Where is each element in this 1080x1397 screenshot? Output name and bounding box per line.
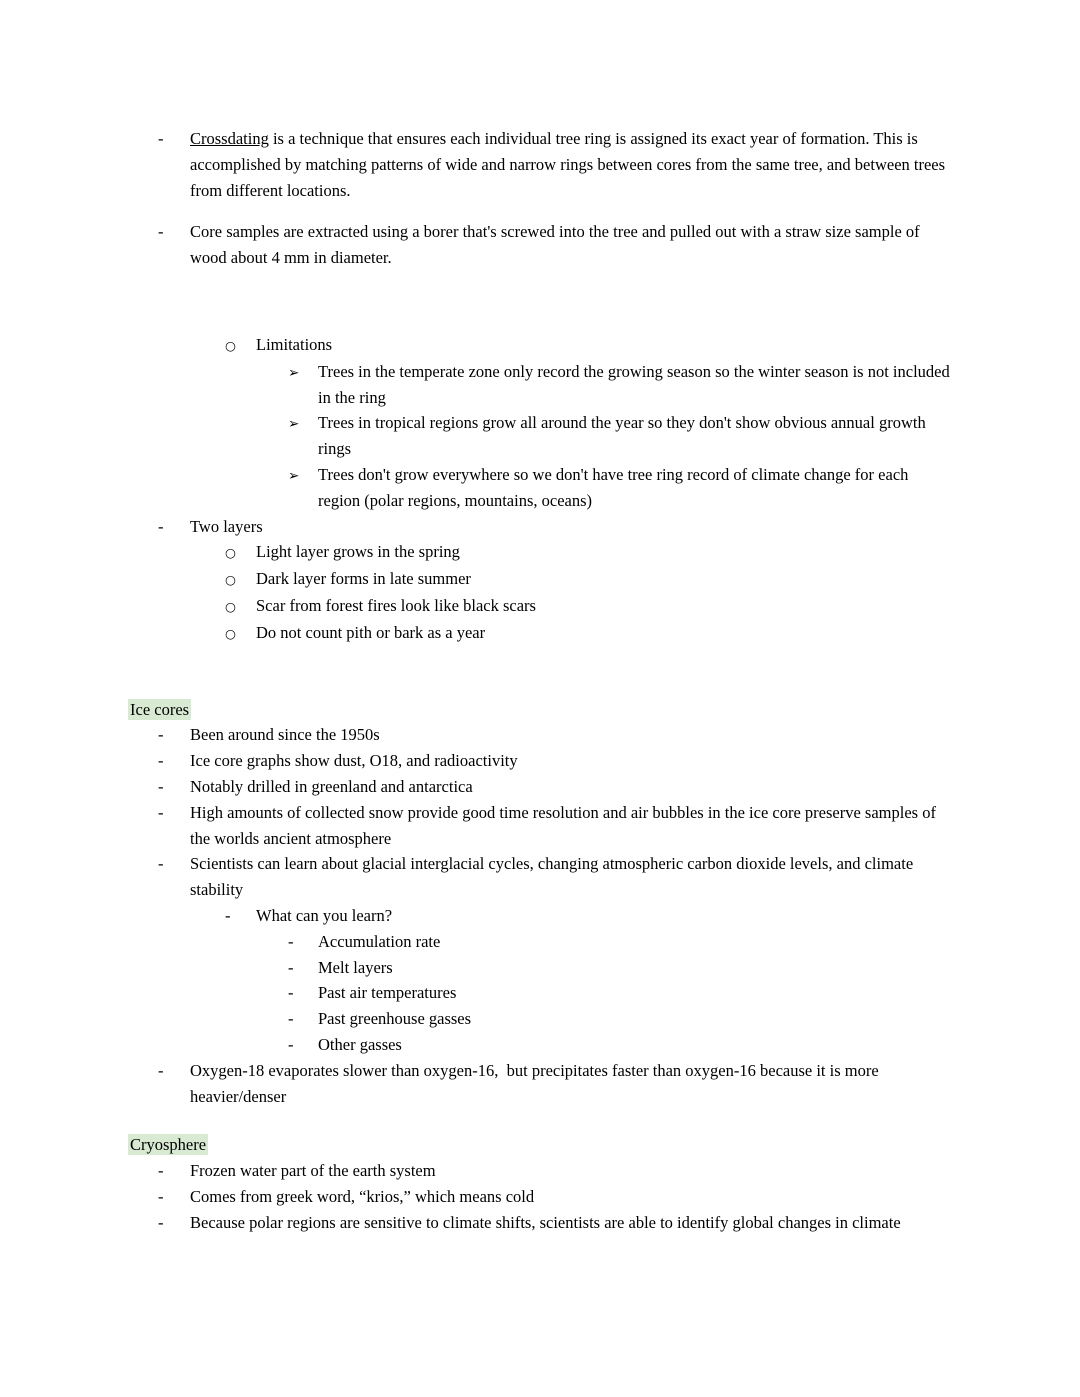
section-heading	[128, 1132, 952, 1158]
bullet-item	[128, 748, 952, 774]
item-text	[128, 697, 952, 723]
bullet-item	[128, 1058, 952, 1110]
circle-bullet-icon: ○	[225, 572, 236, 588]
text-segment: Scientists can learn about glacial interglacial cycles, changing atmospheric carbon dioxide levels, and climate stability	[190, 854, 918, 900]
text-segment: Do not count pith or bark as a year	[256, 622, 486, 642]
bullet-item	[128, 1158, 952, 1184]
bullet-item	[128, 800, 952, 852]
text-segment: Limitations	[256, 334, 333, 354]
bullet-item	[128, 929, 952, 955]
item-text	[318, 410, 952, 462]
notes-content	[128, 126, 952, 1235]
item-text	[256, 539, 952, 565]
dash-bullet-icon: -	[158, 776, 164, 796]
item-text	[256, 593, 952, 619]
bullet-item	[128, 566, 952, 593]
bullet-item	[128, 514, 952, 540]
text-segment: Oxygen-18 evaporates slower than oxygen-16, but precipitates faster than oxygen-16 because it is more heavier/denser	[190, 1060, 883, 1106]
item-text	[190, 800, 952, 852]
section-heading	[128, 697, 952, 723]
text-segment: Trees in the temperate zone only record the growing season so the winter season is not included in the ring	[318, 361, 954, 407]
item-text	[318, 359, 952, 411]
circle-bullet-icon: ○	[225, 337, 236, 353]
text-segment: Accumulation rate	[318, 931, 441, 951]
item-text	[190, 219, 952, 271]
dash-bullet-icon: -	[158, 751, 164, 771]
text-segment: Dark layer forms in late summer	[256, 569, 471, 589]
dash-bullet-icon: -	[288, 1034, 294, 1054]
text-segment: Trees in tropical regions grow all around the year so they don't show obvious annual growth rings	[318, 413, 930, 459]
dash-bullet-icon: -	[158, 802, 164, 822]
bullet-item	[128, 903, 952, 929]
bullet-item	[128, 774, 952, 800]
underlined-term: Crossdating	[190, 129, 269, 148]
dash-bullet-icon: -	[158, 129, 164, 148]
bullet-item	[128, 1210, 952, 1236]
text-segment: Light layer grows in the spring	[256, 542, 460, 562]
highlighted-heading-text: Cryosphere	[130, 1135, 207, 1155]
item-text	[190, 851, 952, 903]
bullet-item	[128, 410, 952, 462]
bullet-item	[128, 126, 952, 203]
bullet-item	[128, 593, 952, 620]
item-text	[256, 903, 952, 929]
bullet-item	[128, 539, 952, 566]
item-text	[128, 1132, 952, 1158]
bullet-item	[128, 359, 952, 411]
text-segment: Comes from greek word, “krios,” which means cold	[190, 1186, 535, 1206]
dash-bullet-icon: -	[288, 931, 294, 951]
arrow-bullet-icon: ➢	[288, 364, 300, 381]
text-segment: is a technique that ensures each individual tree ring is assigned its exact year of formation. This is accomplished by matching patterns of wide and narrow rings between cores from the same tree, and between trees from different locations.	[190, 129, 950, 200]
bullet-item	[128, 1006, 952, 1032]
text-segment: Ice core graphs show dust, O18, and radioactivity	[190, 751, 518, 771]
highlighted-heading-text: Ice cores	[130, 699, 190, 719]
text-segment: Scar from forest fires look like black scars	[256, 595, 536, 615]
item-text	[190, 126, 952, 203]
bullet-item	[128, 332, 952, 359]
dash-bullet-icon: -	[158, 516, 164, 536]
dash-bullet-icon: -	[158, 1186, 164, 1206]
item-text	[318, 955, 952, 981]
item-text	[190, 514, 952, 540]
text-segment: Trees don't grow everywhere so we don't have tree ring record of climate change for each region (polar regions, mountains, oceans)	[318, 464, 913, 510]
dash-bullet-icon: -	[158, 1060, 164, 1080]
dash-bullet-icon: -	[288, 957, 294, 977]
text-segment: Past greenhouse gasses	[318, 1009, 472, 1029]
item-text	[190, 748, 952, 774]
item-text	[318, 462, 952, 514]
circle-bullet-icon: ○	[225, 625, 236, 641]
dash-bullet-icon: -	[158, 1212, 164, 1232]
bullet-item	[128, 851, 952, 903]
bullet-item	[128, 462, 952, 514]
bullet-item	[128, 955, 952, 981]
circle-bullet-icon: ○	[225, 545, 236, 561]
dash-bullet-icon: -	[158, 854, 164, 874]
dash-bullet-icon: -	[158, 222, 164, 242]
item-text	[318, 980, 952, 1006]
item-text	[190, 1158, 952, 1184]
dash-bullet-icon: -	[158, 725, 164, 745]
dash-bullet-icon: -	[225, 905, 231, 925]
item-text	[318, 1032, 952, 1058]
text-segment: Core samples are extracted using a borer that's screwed into the tree and pulled out with a straw size sample of wood about 4 mm in diameter.	[190, 222, 924, 268]
bullet-item	[128, 980, 952, 1006]
dash-bullet-icon: -	[288, 1009, 294, 1029]
text-segment: What can you learn?	[256, 905, 393, 925]
text-segment: Because polar regions are sensitive to climate shifts, scientists are able to identify global changes in climate	[190, 1212, 901, 1232]
arrow-bullet-icon: ➢	[288, 467, 300, 484]
item-text	[318, 929, 952, 955]
item-text	[190, 1184, 952, 1210]
bullet-item	[128, 219, 952, 271]
arrow-bullet-icon: ➢	[288, 416, 300, 433]
text-segment: Past air temperatures	[318, 983, 457, 1003]
item-text	[190, 1210, 952, 1236]
circle-bullet-icon: ○	[225, 598, 236, 614]
item-text	[190, 1058, 952, 1110]
item-text	[256, 332, 952, 358]
text-segment: Been around since the 1950s	[190, 725, 380, 745]
bullet-item	[128, 1032, 952, 1058]
item-text	[318, 1006, 952, 1032]
text-segment: High amounts of collected snow provide good time resolution and air bubbles in the ice core preserve samples of the worlds ancient atmosphere	[190, 802, 941, 848]
text-segment: Frozen water part of the earth system	[190, 1161, 436, 1181]
bullet-item	[128, 620, 952, 647]
dash-bullet-icon: -	[158, 1161, 164, 1181]
dash-bullet-icon: -	[288, 983, 294, 1003]
item-text	[256, 566, 952, 592]
text-segment: Other gasses	[318, 1034, 402, 1054]
item-text	[190, 774, 952, 800]
item-text	[256, 620, 952, 646]
text-segment: Notably drilled in greenland and antarctica	[190, 776, 473, 796]
bullet-item	[128, 1184, 952, 1210]
item-text	[190, 722, 952, 748]
text-segment: Two layers	[190, 516, 263, 536]
text-segment: Melt layers	[318, 957, 393, 977]
bullet-item	[128, 722, 952, 748]
